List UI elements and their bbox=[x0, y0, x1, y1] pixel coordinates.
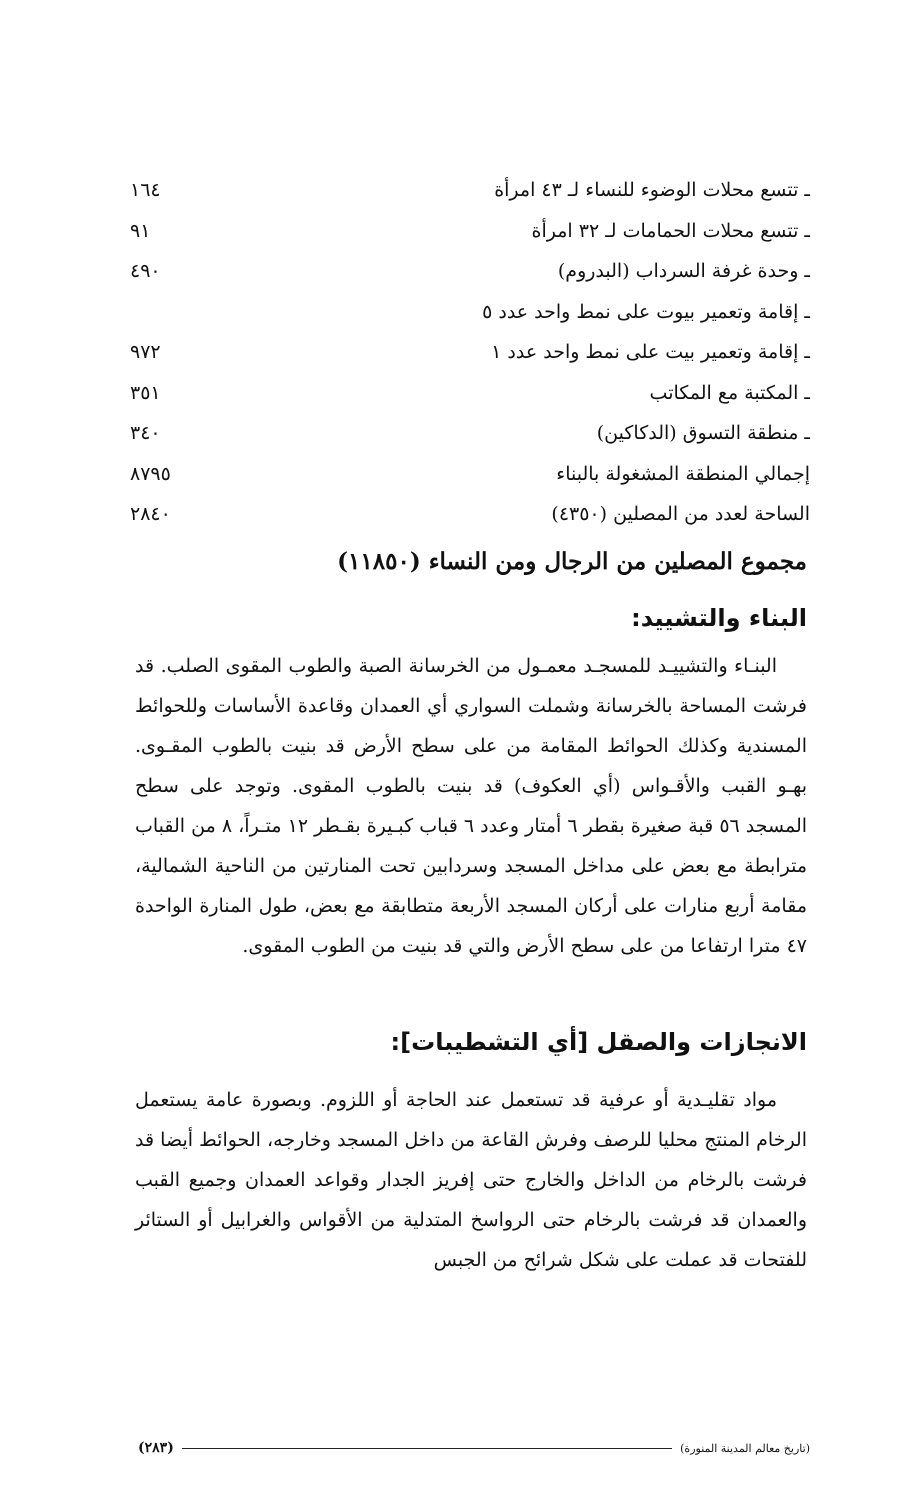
list-item bbox=[130, 494, 810, 535]
list-item-value: ٣٥١ bbox=[130, 381, 161, 404]
list-item-label: ـ تتسع محلات الوضوء للنساء لـ ٤٣ امرأة bbox=[494, 179, 810, 202]
list-item bbox=[130, 211, 810, 252]
list-item-label: إجمالي المنطقة المشغولة بالبناء bbox=[556, 462, 810, 485]
area-list bbox=[130, 170, 810, 535]
section-heading-construction: البناء والتشييد: bbox=[631, 604, 807, 632]
footer-source: (تاريخ معالم المدينة المنورة) bbox=[680, 1441, 810, 1455]
list-item-label: ـ إقامة وتعمير بيوت على نمط واحد عدد ٥ bbox=[482, 300, 810, 323]
worshippers-total: مجموع المصلين من الرجال ومن النساء (١١٨٥٠) bbox=[337, 548, 807, 575]
section-heading-finishes: الانجازات والصقل [أي التشطيبات]: bbox=[390, 1028, 807, 1056]
section-body-finishes bbox=[135, 1080, 807, 1280]
list-item-label: ـ إقامة وتعمير بيت على نمط واحد عدد ١ bbox=[491, 341, 810, 364]
list-item-value: ٣٤٠ bbox=[130, 422, 161, 445]
list-item bbox=[130, 413, 810, 454]
list-item bbox=[130, 170, 810, 211]
section-body-construction bbox=[135, 646, 807, 966]
list-item-value: ٩١ bbox=[130, 219, 151, 242]
page-number: (٢٨٣) bbox=[138, 1440, 174, 1456]
list-item-label: الساحة لعدد من المصلين (٤٣٥٠) bbox=[551, 503, 810, 526]
list-item-value: ٤٩٠ bbox=[130, 260, 161, 283]
list-item-label: ـ منطقة التسوق (الدكاكين) bbox=[596, 422, 810, 445]
paragraph: مواد تقليـدية أو عرفية قد تستعمل عند الحاجة أو اللزوم. وبصورة عامة يستعمل الرخام المنتج محليا للرصف وفرش القاعة من داخل المسجد وخارجه، الحوائط أيضا قد فرشت بالرخام من الداخل والخارج حتى إفريز الجدار وقواعد العمدان وجميع القبب والعمدان قد فرشت بالرخام حتى الرواسخ المتدلية من الأقواس والغرابيل أو الستائر للفتحات قد عملت على شكل شرائح من الجبس bbox=[135, 1089, 807, 1271]
list-item bbox=[130, 373, 810, 414]
paragraph: البنـاء والتشييـد للمسجـد معمـول من الخرسانة الصبة والطوب المقوى الصلب. قد فرشت المساحة بالخرسانة وشملت السواري أي العمدان وقاعدة الأساسات وللحوائط المسندية وكذلك الحوائط المقامة من على سطح الأرض قد بنيت بالطوب المقـوى. بهـو القبب والأقـواس (أي العكوف) قد بنيت بالطوب المقوى. وتوجد على سطح المسجد ٥٦ قبة صغيرة بقطر ٦ أمتار وعدد ٦ قباب كبـيرة بقـطر ١٢ متـراً، ٨ من القباب مترابطة مع بعض على مداخل المسجد وسردابين تحت المنارتين من الناحية الشمالية، مقامة أربع منارات على أركان المسجد الأربعة متطابقة مع بعض، طول المنارة الواحدة ٤٧ مترا ارتفاعا من على سطح الأرض والتي قد بنيت من الطوب المقوى. bbox=[135, 655, 808, 957]
list-item-label: ـ وحدة غرفة السرداب (البدروم) bbox=[557, 260, 810, 283]
list-item-label: ـ تتسع محلات الحمامات لـ ٣٢ امرأة bbox=[531, 219, 810, 242]
list-item-value: ٢٨٤٠ bbox=[130, 503, 171, 526]
list-item bbox=[130, 332, 810, 373]
list-item bbox=[130, 292, 810, 333]
list-item bbox=[130, 454, 810, 495]
page-footer bbox=[138, 1440, 810, 1456]
list-item-label: ـ المكتبة مع المكاتب bbox=[649, 381, 810, 404]
list-item-value: ١٦٤ bbox=[130, 179, 161, 202]
list-item-value: ٩٧٢ bbox=[130, 341, 161, 364]
list-item bbox=[130, 251, 810, 292]
list-item-value: ٨٧٩٥ bbox=[130, 462, 171, 485]
footer-rule bbox=[182, 1448, 672, 1449]
